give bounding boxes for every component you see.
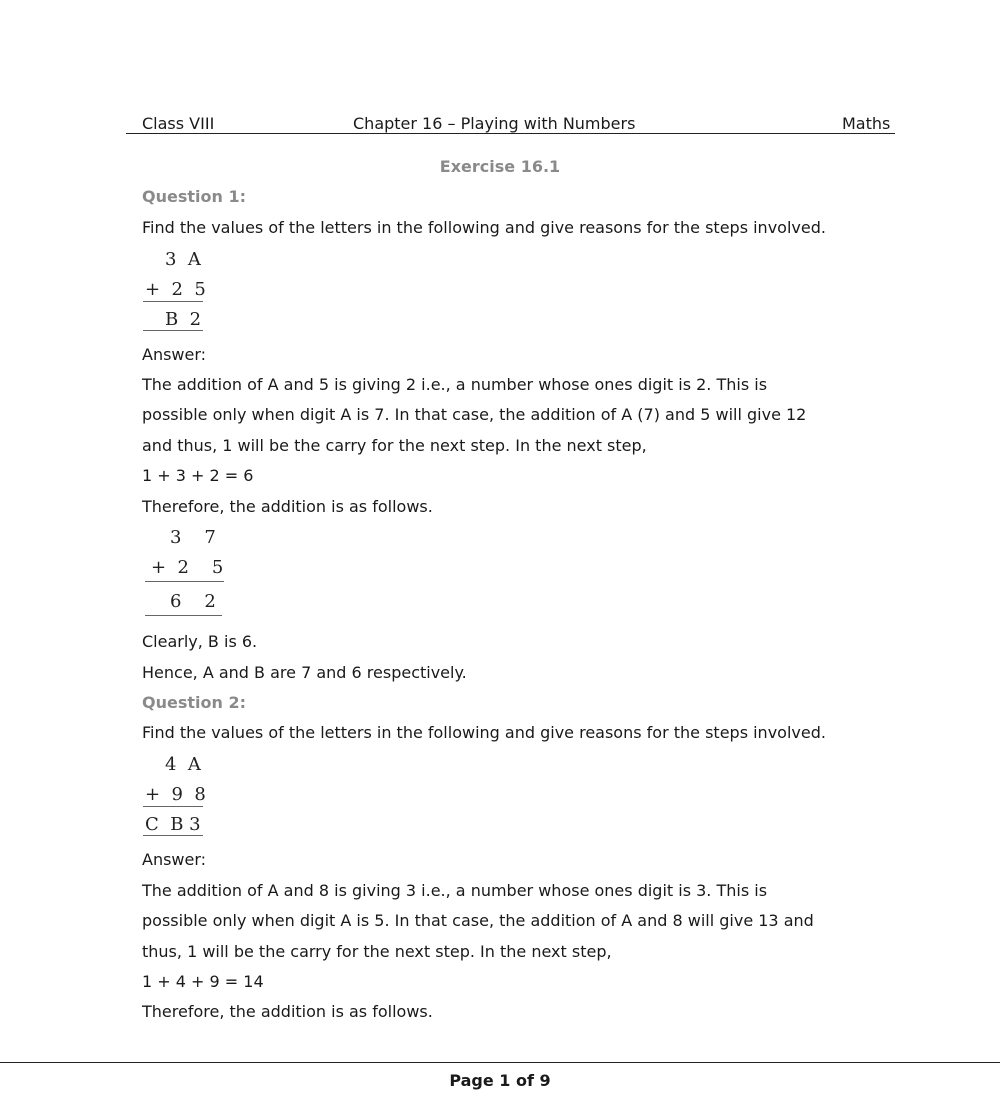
q1-answer-line: possible only when digit A is 7. In that case, the addition of A (7) and 5 will give 12 (142, 405, 807, 424)
q2-answer-label: Answer: (142, 850, 207, 869)
q1-problem-line3: B 2 (165, 309, 202, 330)
question-1-label: Question 1: (142, 187, 246, 206)
q1-answer-label: Answer: (142, 345, 207, 364)
q1-problem-line2: + 2 5 (145, 279, 206, 300)
header-divider (126, 133, 895, 134)
q1-solution-line3: 6 2 (170, 591, 216, 612)
q1-answer-line: Therefore, the addition is as follows. (142, 497, 433, 516)
q2-answer-equation: 1 + 4 + 9 = 14 (142, 972, 264, 991)
q2-problem-line3: C B 3 (145, 814, 201, 835)
q1-conclusion: Hence, A and B are 7 and 6 respectively. (142, 663, 467, 682)
q2-problem-line1: 4 A (165, 754, 201, 775)
q1-solution-line1: 3 7 (170, 527, 216, 548)
q1-answer-line: The addition of A and 5 is giving 2 i.e., a number whose ones digit is 2. This is (142, 375, 768, 394)
q1-conclusion: Clearly, B is 6. (142, 632, 258, 651)
q1-problem-result-underline (143, 330, 203, 331)
q1-answer-equation: 1 + 3 + 2 = 6 (142, 466, 254, 485)
q1-solution-underline (145, 581, 224, 582)
q1-solution-result-underline (145, 615, 222, 616)
q2-answer-line: possible only when digit A is 5. In that case, the addition of A and 8 will give 13 and (142, 911, 814, 930)
q2-problem-result-underline (143, 835, 203, 836)
q2-problem-line2: + 9 8 (145, 784, 206, 805)
q2-answer-line: The addition of A and 8 is giving 3 i.e., a number whose ones digit is 3. This is (142, 881, 768, 900)
header-subject: Maths (842, 114, 891, 133)
q1-problem-underline (143, 301, 203, 302)
header-chapter: Chapter 16 – Playing with Numbers (353, 114, 636, 133)
header-class: Class VIII (142, 114, 215, 133)
exercise-title: Exercise 16.1 (439, 157, 561, 176)
q1-problem-line1: 3 A (165, 249, 201, 270)
footer-divider (0, 1062, 1000, 1063)
q2-answer-line: thus, 1 will be the carry for the next step. In the next step, (142, 942, 612, 961)
q2-answer-line: Therefore, the addition is as follows. (142, 1002, 433, 1021)
q1-answer-line: and thus, 1 will be the carry for the next step. In the next step, (142, 436, 647, 455)
page-number: Page 1 of 9 (449, 1071, 551, 1090)
q2-problem-underline (143, 806, 203, 807)
question-2-prompt: Find the values of the letters in the following and give reasons for the steps involved. (142, 723, 826, 742)
question-1-prompt: Find the values of the letters in the following and give reasons for the steps involved. (142, 218, 826, 237)
q1-solution-line2: + 2 5 (151, 557, 224, 578)
question-2-label: Question 2: (142, 693, 246, 712)
